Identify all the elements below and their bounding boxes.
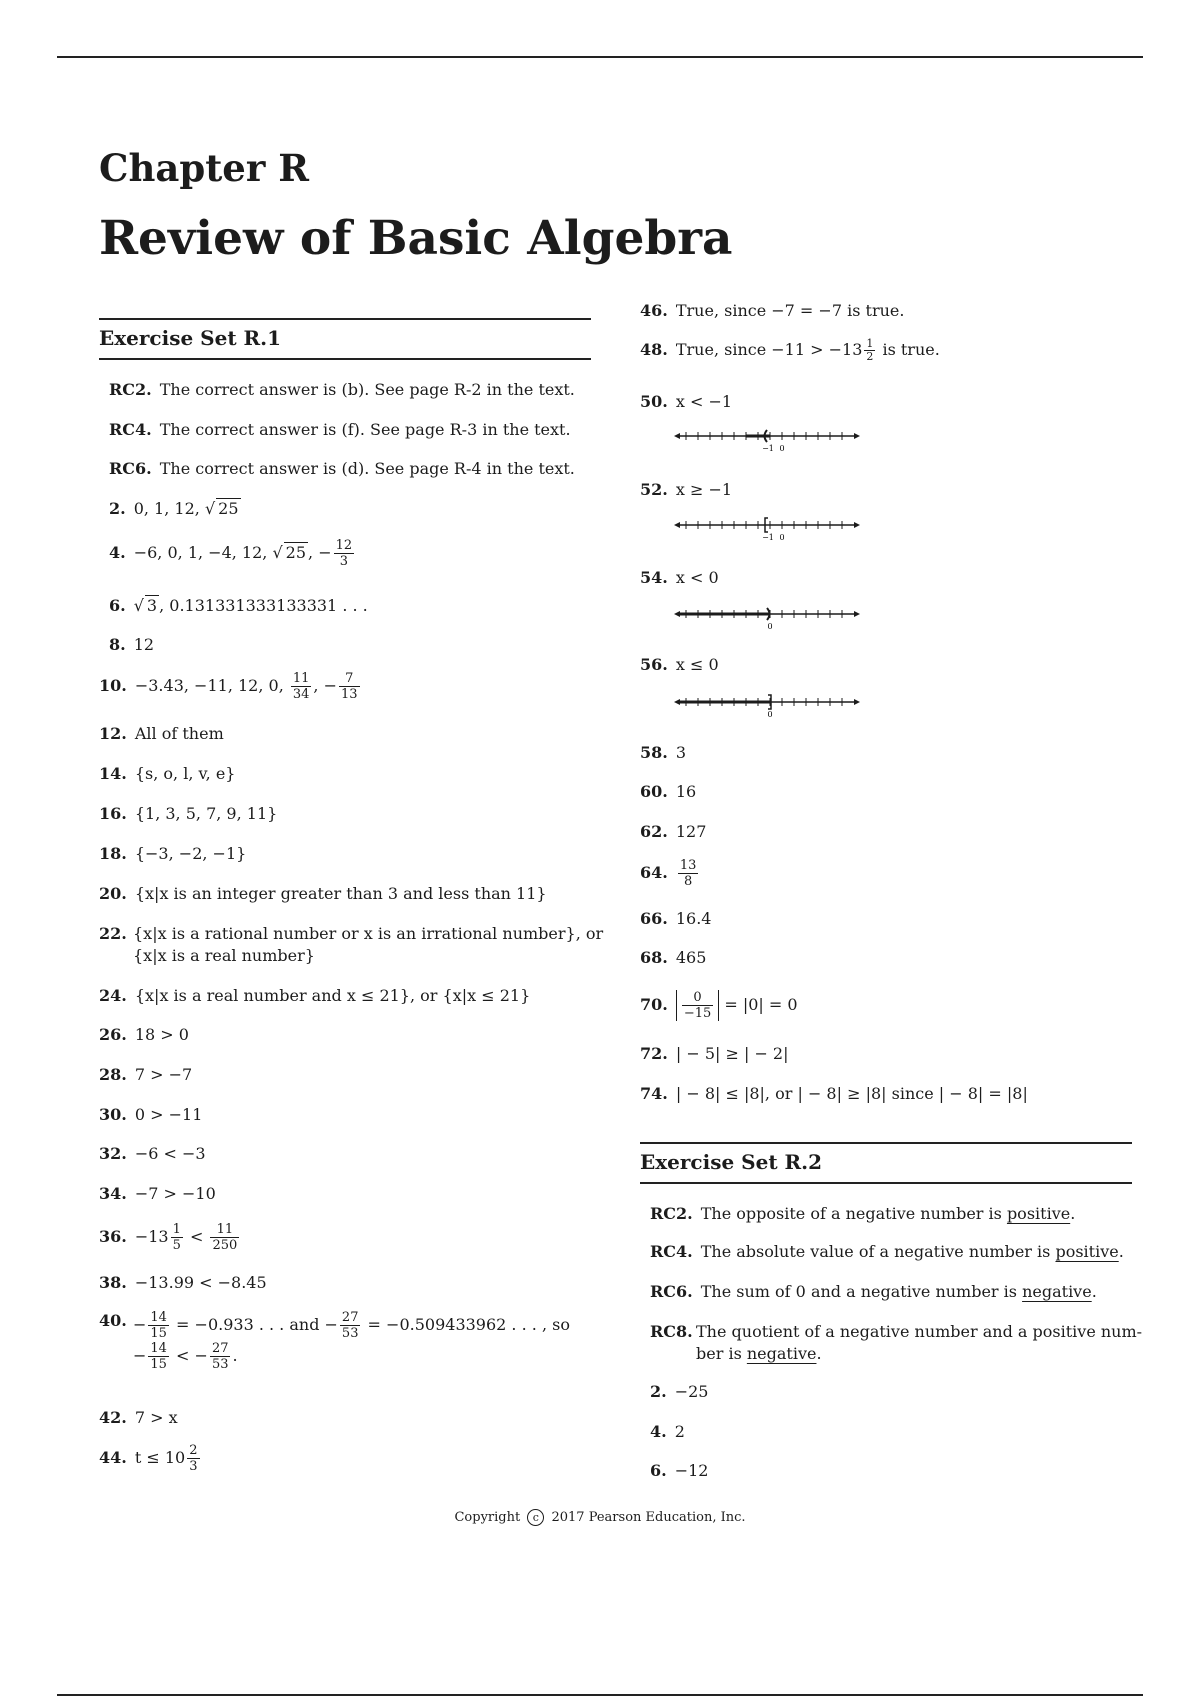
answer-item: 24. {x|x is a real number and x ≤ 21}, or {x|x ≤ 21}	[99, 986, 531, 1005]
answer-item: RC4. The absolute value of a negative number is positive.	[650, 1242, 1124, 1261]
section-heading-r1: Exercise Set R.1	[99, 318, 591, 360]
answer-item: 10. −3.43, −11, 12, 0, $\frac{11}{34}$ , − $\frac{7}{13}$	[99, 671, 358, 702]
answer-item: 28. 7 > −7	[99, 1065, 193, 1084]
answer-item: 42. 7 > x	[99, 1408, 178, 1427]
answer-item: 34. −7 > −10	[99, 1184, 216, 1203]
svg-text:0: 0	[779, 533, 785, 542]
number-line-x-lt-0	[674, 601, 860, 631]
answer-item: 74. | − 8| ≤ |8|, or | − 8| ≥ |8| since | − 8| = |8|	[640, 1084, 1028, 1103]
number-line-x-lt-neg1	[674, 423, 860, 453]
svg-text:0: 0	[767, 622, 773, 631]
answer-item: 22. {x|x is a rational number or x is an irrational number}, or {x|x is a real number}	[99, 924, 604, 965]
answer-item: 58. 3	[640, 743, 687, 762]
copyright-symbol-icon: c	[527, 1509, 544, 1526]
answer-item: RC6. The sum of 0 and a negative number is negative.	[650, 1282, 1097, 1301]
chapter-title: Review of Basic Algebra	[99, 211, 733, 266]
answer-item: 36. −13 $\frac{1}{5}$ < $\frac{11}{250}$	[99, 1222, 238, 1253]
answer-item: 4. −6, 0, 1, −4, 12, √ 25 , − $\frac{12}{3}$	[109, 538, 353, 569]
answer-item: 52. x ≥ −1	[640, 480, 733, 499]
chapter-label: Chapter R	[99, 146, 309, 190]
answer-item: 44. t ≤ 10 $\frac{2}{3}$	[99, 1443, 198, 1474]
answer-item: 70. $\frac{0}{-15}$ = |0| = 0	[640, 990, 798, 1021]
answer-item: 26. 18 > 0	[99, 1025, 189, 1044]
copyright-footer: Copyright c 2017 Pearson Education, Inc.	[454, 1510, 746, 1525]
bottom-rule	[57, 1694, 1143, 1696]
answer-item: RC8. The quotient of a negative number and a positive num- ber is negative.	[650, 1322, 1143, 1363]
answer-item: 62. 127	[640, 822, 707, 841]
answer-item: 64. $\frac{13}{8}$	[640, 858, 697, 889]
answer-item: 54. x < 0	[640, 568, 719, 587]
answer-item: 2. 0, 1, 12, √ 25	[109, 499, 239, 518]
answer-item: 12. All of them	[99, 724, 224, 743]
answer-item: 14. {s, o, l, v, e}	[99, 764, 236, 783]
answer-item: RC6. The correct answer is (d). See page R-4 in the text.	[109, 459, 575, 478]
answer-item: 46. True, since −7 = −7 is true.	[640, 301, 905, 320]
answer-item: 2. −25	[650, 1382, 709, 1401]
answer-item: 56. x ≤ 0	[640, 655, 719, 674]
answer-item: 8. 12	[109, 635, 155, 654]
answer-item: 66. 16.4	[640, 909, 712, 928]
number-line-x-le-0	[674, 689, 860, 719]
answer-item: RC4. The correct answer is (f). See page R-3 in the text.	[109, 420, 571, 439]
answer-item: 6. −12	[650, 1461, 709, 1480]
answer-item: 72. | − 5| ≥ | − 2|	[640, 1044, 789, 1063]
answer-item: 6. √ 3 , 0.131331333133331 . . .	[109, 596, 368, 615]
answer-item: 30. 0 > −11	[99, 1105, 203, 1124]
answer-item: 20. {x|x is an integer greater than 3 and less than 11}	[99, 884, 547, 903]
section-heading-r2: Exercise Set R.2	[640, 1142, 1132, 1184]
answer-item: RC2. The correct answer is (b). See page R-2 in the text.	[109, 380, 575, 399]
answer-item: 60. 16	[640, 782, 697, 801]
answer-item: 16. {1, 3, 5, 7, 9, 11}	[99, 804, 278, 823]
answer-item: 50. x < −1	[640, 392, 733, 411]
svg-text:−1: −1	[762, 533, 774, 542]
answer-item: RC2. The opposite of a negative number is positive.	[650, 1204, 1076, 1223]
svg-text:−1: −1	[762, 444, 774, 453]
svg-text:0: 0	[779, 444, 785, 453]
answer-item: 68. 465	[640, 948, 707, 967]
top-rule	[57, 56, 1143, 58]
answer-item: 40. − $\frac{14}{15}$ = −0.933 . . . and − $\frac{27}{53}$ = −0.509433962 . . . , so − $\frac{14}{15}$ < − $\frac{27}{53}$ .	[99, 1310, 570, 1372]
answer-item: 48. True, since −11 > −13 $\frac{1}{2}$ is true.	[640, 337, 940, 363]
svg-text:0: 0	[767, 710, 773, 719]
answer-item: 4. 2	[650, 1422, 685, 1441]
answer-item: 32. −6 < −3	[99, 1144, 206, 1163]
number-line-x-ge-neg1	[674, 512, 860, 542]
answer-item: 38. −13.99 < −8.45	[99, 1273, 267, 1292]
answer-item: 18. {−3, −2, −1}	[99, 844, 247, 863]
